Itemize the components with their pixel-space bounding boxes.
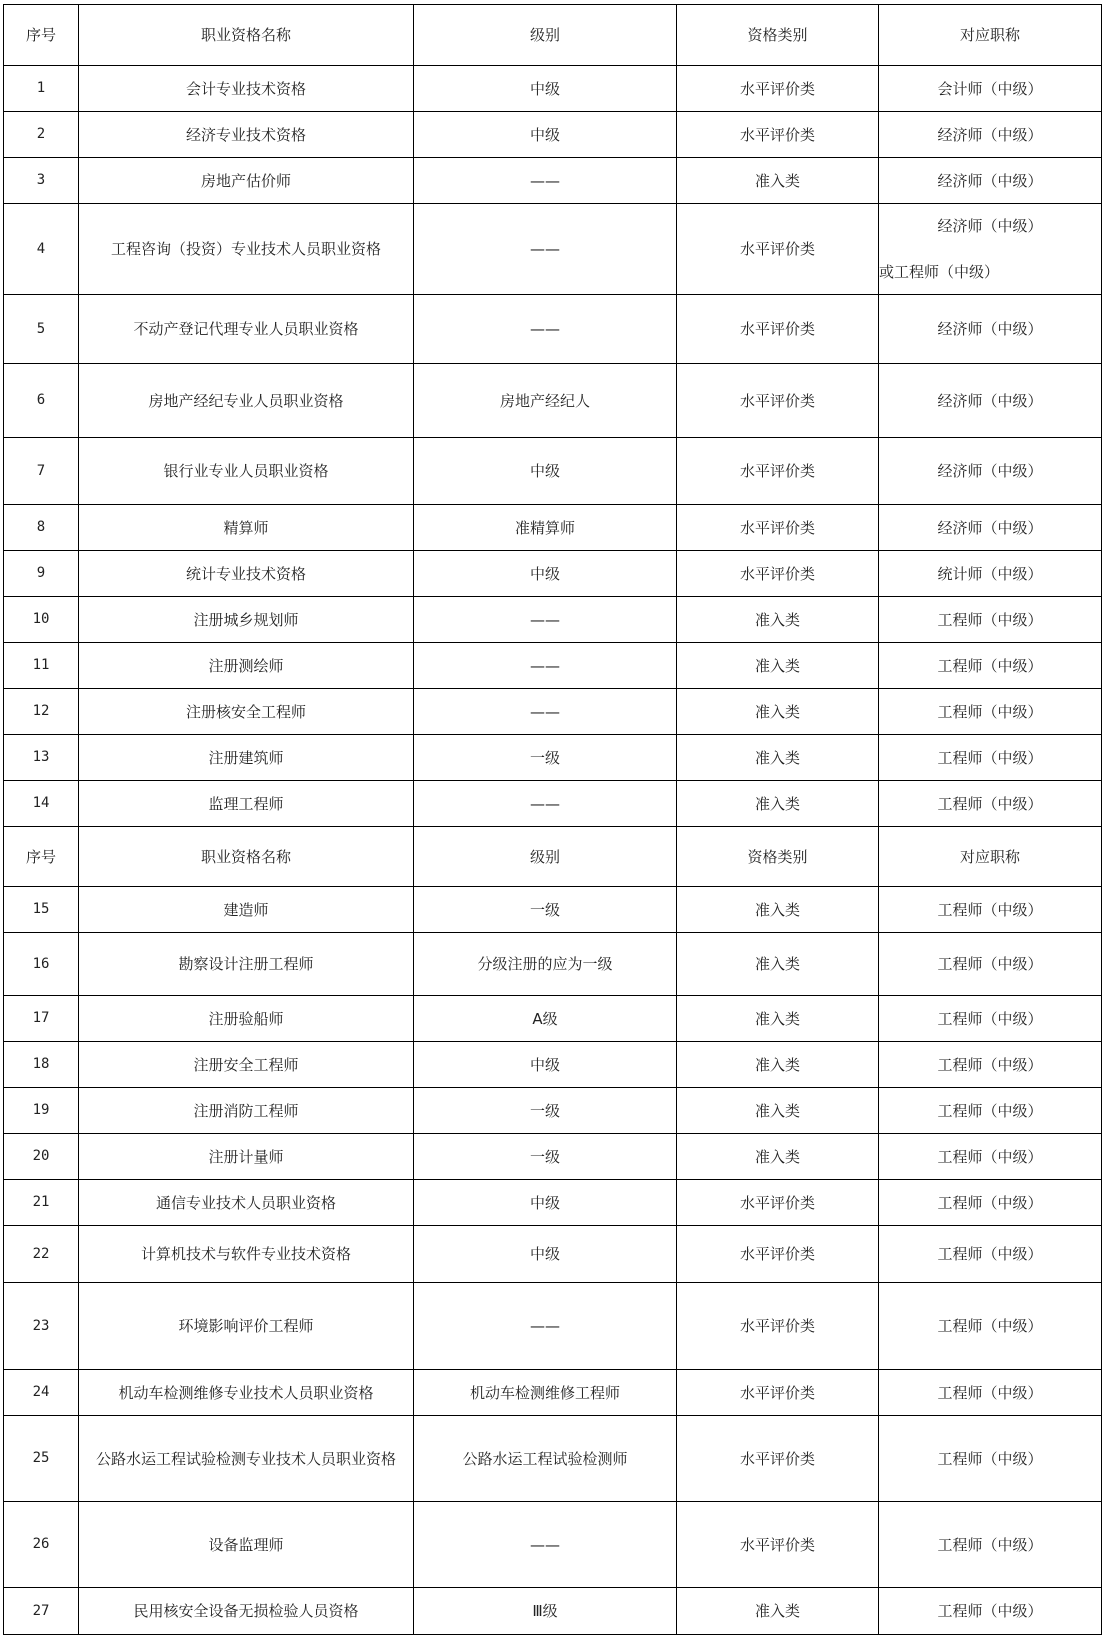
table-row	[4, 643, 1102, 689]
qualification-name-cell: 不动产登记代理专业人员职业资格	[79, 295, 414, 364]
qualification-name-cell: 注册城乡规划师	[79, 597, 414, 643]
row-number-cell: 25	[4, 1416, 79, 1502]
qualification-name-cell: 通信专业技术人员职业资格	[79, 1180, 414, 1226]
level-cell: ——	[414, 158, 677, 204]
qualification-name-cell: 勘察设计注册工程师	[79, 933, 414, 996]
column-header: 级别	[414, 5, 677, 66]
category-cell: 准入类	[677, 996, 879, 1042]
qualification-name-cell: 银行业专业人员职业资格	[79, 438, 414, 505]
row-number-cell: 7	[4, 438, 79, 505]
table-row	[4, 1134, 1102, 1180]
level-cell: 中级	[414, 112, 677, 158]
table-row	[4, 158, 1102, 204]
category-cell: 准入类	[677, 597, 879, 643]
row-number-cell: 22	[4, 1226, 79, 1283]
row-number-cell: 11	[4, 643, 79, 689]
table-row	[4, 933, 1102, 996]
qualification-name-cell: 注册建筑师	[79, 735, 414, 781]
title-cell: 经济师（中级）	[879, 158, 1102, 204]
title-cell: 工程师（中级）	[879, 1088, 1102, 1134]
title-cell: 工程师（中级）	[879, 1502, 1102, 1588]
column-header: 对应职称	[879, 827, 1102, 887]
title-cell: 工程师（中级）	[879, 1416, 1102, 1502]
table-row	[4, 1283, 1102, 1370]
title-cell: 会计师（中级）	[879, 66, 1102, 112]
level-cell: ——	[414, 643, 677, 689]
level-cell: 中级	[414, 66, 677, 112]
qualification-name-cell: 精算师	[79, 505, 414, 551]
row-number-cell: 3	[4, 158, 79, 204]
category-cell: 准入类	[677, 887, 879, 933]
level-cell: 一级	[414, 887, 677, 933]
level-cell: 中级	[414, 1226, 677, 1283]
category-cell: 水平评价类	[677, 204, 879, 295]
level-cell: 一级	[414, 1088, 677, 1134]
level-cell: 分级注册的应为一级	[414, 933, 677, 996]
table-row	[4, 1042, 1102, 1088]
column-header: 级别	[414, 827, 677, 887]
level-cell: 一级	[414, 735, 677, 781]
row-number-cell: 19	[4, 1088, 79, 1134]
level-cell: 中级	[414, 1042, 677, 1088]
table-header-row	[4, 827, 1102, 887]
title-cell: 工程师（中级）	[879, 1180, 1102, 1226]
title-cell: 工程师（中级）	[879, 781, 1102, 827]
category-cell: 水平评价类	[677, 1416, 879, 1502]
row-number-cell: 21	[4, 1180, 79, 1226]
row-number-cell: 18	[4, 1042, 79, 1088]
row-number-cell: 10	[4, 597, 79, 643]
row-number-cell: 8	[4, 505, 79, 551]
title-cell: 工程师（中级）	[879, 1226, 1102, 1283]
qualification-name-cell: 建造师	[79, 887, 414, 933]
column-header: 序号	[4, 827, 79, 887]
qualification-name-cell: 注册计量师	[79, 1134, 414, 1180]
category-cell: 准入类	[677, 689, 879, 735]
table-header-row	[4, 5, 1102, 66]
table-row	[4, 1088, 1102, 1134]
category-cell: 准入类	[677, 1042, 879, 1088]
row-number-cell: 14	[4, 781, 79, 827]
qualification-name-cell: 公路水运工程试验检测专业技术人员职业资格	[79, 1416, 414, 1502]
table-row	[4, 112, 1102, 158]
row-number-cell: 6	[4, 364, 79, 438]
title-line-1: 经济师（中级）	[937, 217, 1043, 235]
qualification-name-cell: 注册核安全工程师	[79, 689, 414, 735]
level-cell: 准精算师	[414, 505, 677, 551]
qualification-name-cell: 房地产估价师	[79, 158, 414, 204]
category-cell: 准入类	[677, 1134, 879, 1180]
column-header: 职业资格名称	[79, 5, 414, 66]
row-number-cell: 16	[4, 933, 79, 996]
title-cell: 经济师（中级）	[879, 295, 1102, 364]
level-cell: 中级	[414, 1180, 677, 1226]
table-row	[4, 781, 1102, 827]
title-cell: 工程师（中级）	[879, 996, 1102, 1042]
level-cell: 机动车检测维修工程师	[414, 1370, 677, 1416]
qualification-name-cell: 注册消防工程师	[79, 1088, 414, 1134]
title-cell: 工程师（中级）	[879, 689, 1102, 735]
category-cell: 准入类	[677, 158, 879, 204]
level-cell: 中级	[414, 438, 677, 505]
qualification-name-cell: 注册测绘师	[79, 643, 414, 689]
qualification-name-cell: 监理工程师	[79, 781, 414, 827]
category-cell: 准入类	[677, 735, 879, 781]
qualification-name-cell: 注册验船师	[79, 996, 414, 1042]
table-row	[4, 735, 1102, 781]
row-number-cell: 12	[4, 689, 79, 735]
table-row	[4, 887, 1102, 933]
level-cell: A级	[414, 996, 677, 1042]
qualification-name-cell: 民用核安全设备无损检验人员资格	[79, 1588, 414, 1635]
row-number-cell: 2	[4, 112, 79, 158]
table-row	[4, 364, 1102, 438]
table-row	[4, 66, 1102, 112]
qualification-name-cell: 房地产经纪专业人员职业资格	[79, 364, 414, 438]
table-row	[4, 996, 1102, 1042]
category-cell: 水平评价类	[677, 551, 879, 597]
level-cell: ——	[414, 597, 677, 643]
table-row	[4, 505, 1102, 551]
row-number-cell: 5	[4, 295, 79, 364]
row-number-cell: 20	[4, 1134, 79, 1180]
category-cell: 准入类	[677, 1088, 879, 1134]
row-number-cell: 23	[4, 1283, 79, 1370]
category-cell: 水平评价类	[677, 112, 879, 158]
table-row	[4, 1416, 1102, 1502]
column-header: 职业资格名称	[79, 827, 414, 887]
title-cell	[879, 204, 1102, 295]
column-header: 对应职称	[879, 5, 1102, 66]
category-cell: 水平评价类	[677, 1283, 879, 1370]
category-cell: 水平评价类	[677, 505, 879, 551]
title-cell: 工程师（中级）	[879, 1370, 1102, 1416]
row-number-cell: 4	[4, 204, 79, 295]
table-row	[4, 1226, 1102, 1283]
row-number-cell: 13	[4, 735, 79, 781]
title-cell: 工程师（中级）	[879, 1588, 1102, 1635]
row-number-cell: 9	[4, 551, 79, 597]
title-cell: 工程师（中级）	[879, 735, 1102, 781]
qualification-name-cell: 工程咨询（投资）专业技术人员职业资格	[79, 204, 414, 295]
table-row	[4, 1502, 1102, 1588]
title-cell: 统计师（中级）	[879, 551, 1102, 597]
level-cell: 房地产经纪人	[414, 364, 677, 438]
row-number-cell: 1	[4, 66, 79, 112]
row-number-cell: 15	[4, 887, 79, 933]
level-cell: ——	[414, 1283, 677, 1370]
qualification-name-cell: 经济专业技术资格	[79, 112, 414, 158]
qualification-name-cell: 统计专业技术资格	[79, 551, 414, 597]
level-cell: ——	[414, 689, 677, 735]
category-cell: 水平评价类	[677, 1370, 879, 1416]
level-cell: ——	[414, 781, 677, 827]
category-cell: 水平评价类	[677, 364, 879, 438]
title-line-2: 或工程师（中级）	[879, 263, 1000, 281]
category-cell: 准入类	[677, 933, 879, 996]
qualification-name-cell: 设备监理师	[79, 1502, 414, 1588]
category-cell: 水平评价类	[677, 1502, 879, 1588]
level-cell: ——	[414, 295, 677, 364]
qualification-name-cell: 会计专业技术资格	[79, 66, 414, 112]
title-cell: 工程师（中级）	[879, 1134, 1102, 1180]
table-row	[4, 597, 1102, 643]
level-cell: 中级	[414, 551, 677, 597]
level-cell: ——	[414, 204, 677, 295]
title-cell: 工程师（中级）	[879, 1283, 1102, 1370]
table-row	[4, 438, 1102, 505]
level-cell: Ⅲ级	[414, 1588, 677, 1635]
table-row	[4, 1180, 1102, 1226]
title-cell: 工程师（中级）	[879, 933, 1102, 996]
column-header: 资格类别	[677, 827, 879, 887]
category-cell: 准入类	[677, 643, 879, 689]
qualification-name-cell: 计算机技术与软件专业技术资格	[79, 1226, 414, 1283]
level-cell: 公路水运工程试验检测师	[414, 1416, 677, 1502]
title-cell: 工程师（中级）	[879, 1042, 1102, 1088]
column-header: 序号	[4, 5, 79, 66]
row-number-cell: 17	[4, 996, 79, 1042]
row-number-cell: 27	[4, 1588, 79, 1635]
category-cell: 水平评价类	[677, 66, 879, 112]
column-header: 资格类别	[677, 5, 879, 66]
title-cell: 经济师（中级）	[879, 438, 1102, 505]
qualification-name-cell: 注册安全工程师	[79, 1042, 414, 1088]
title-cell: 经济师（中级）	[879, 505, 1102, 551]
table-row	[4, 689, 1102, 735]
row-number-cell: 26	[4, 1502, 79, 1588]
title-cell: 工程师（中级）	[879, 887, 1102, 933]
category-cell: 水平评价类	[677, 295, 879, 364]
table-row	[4, 551, 1102, 597]
table-row	[4, 1588, 1102, 1635]
level-cell: 一级	[414, 1134, 677, 1180]
qualification-table	[3, 4, 1102, 1635]
table-row	[4, 1370, 1102, 1416]
title-cell: 经济师（中级）	[879, 112, 1102, 158]
qualification-name-cell: 环境影响评价工程师	[79, 1283, 414, 1370]
category-cell: 水平评价类	[677, 1226, 879, 1283]
title-cell: 工程师（中级）	[879, 643, 1102, 689]
title-cell: 经济师（中级）	[879, 364, 1102, 438]
qualification-name-cell: 机动车检测维修专业技术人员职业资格	[79, 1370, 414, 1416]
category-cell: 准入类	[677, 781, 879, 827]
category-cell: 水平评价类	[677, 438, 879, 505]
level-cell: ——	[414, 1502, 677, 1588]
title-cell: 工程师（中级）	[879, 597, 1102, 643]
category-cell: 准入类	[677, 1588, 879, 1635]
category-cell: 水平评价类	[677, 1180, 879, 1226]
table-row	[4, 295, 1102, 364]
row-number-cell: 24	[4, 1370, 79, 1416]
table-row	[4, 204, 1102, 295]
